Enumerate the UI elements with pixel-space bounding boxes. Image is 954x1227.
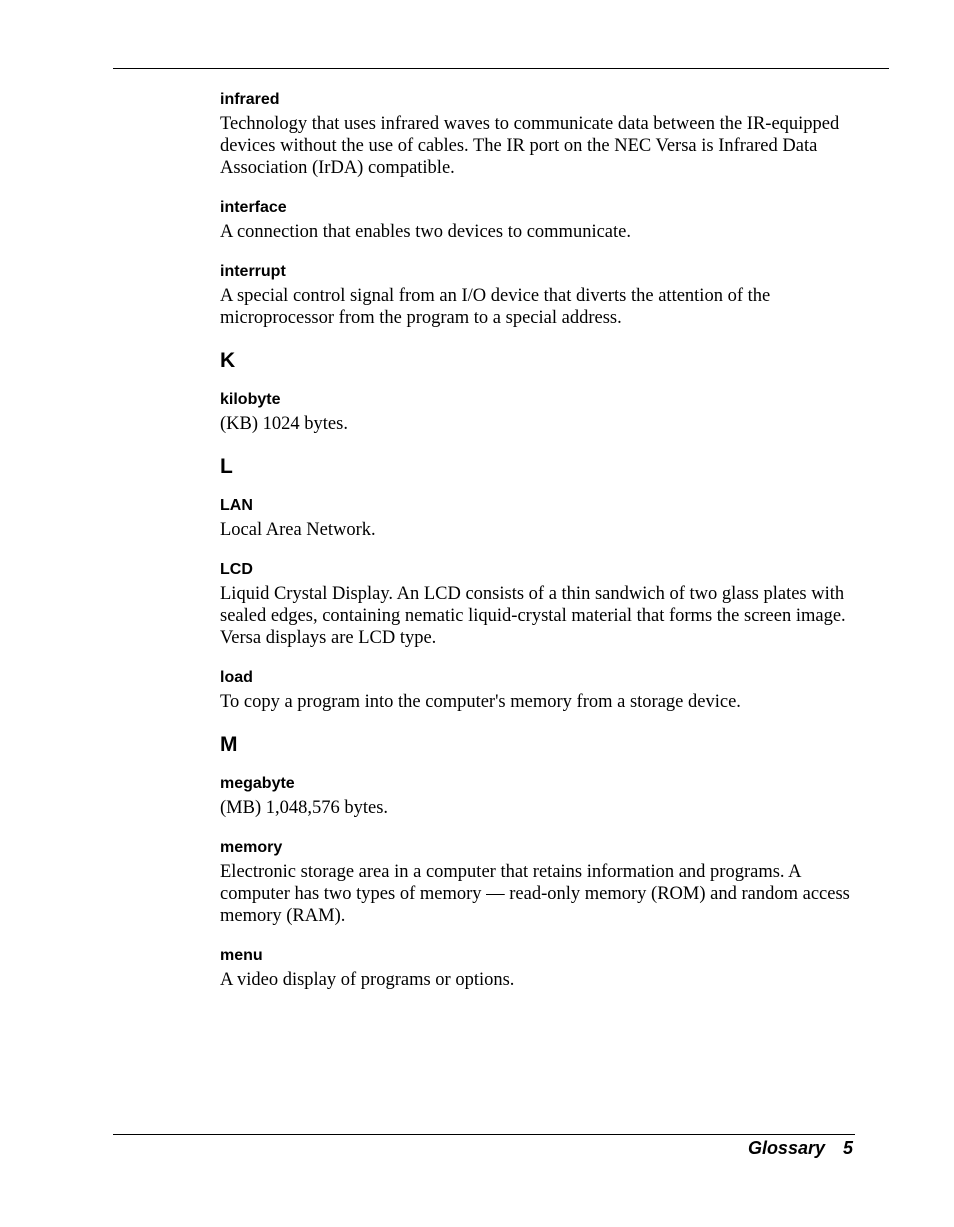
glossary-definition bbox=[220, 221, 880, 243]
footer-section-title: Glossary bbox=[747, 1138, 825, 1158]
glossary-definition bbox=[220, 113, 880, 179]
section-letter-heading: M bbox=[220, 733, 238, 756]
glossary-definition bbox=[220, 797, 880, 819]
definition-line: Liquid Crystal Display. An LCD consists of a thin sandwich of two glass plates with bbox=[220, 584, 845, 604]
definition-line: (MB) 1,048,576 bytes. bbox=[220, 798, 389, 818]
glossary-entry bbox=[220, 262, 880, 329]
definition-line: A video display of programs or options. bbox=[220, 970, 515, 990]
glossary-entry bbox=[220, 774, 880, 819]
glossary-definition bbox=[220, 861, 880, 927]
glossary-definition bbox=[220, 583, 880, 649]
glossary-term: load bbox=[220, 669, 253, 686]
glossary-entry bbox=[220, 90, 880, 179]
glossary-definition bbox=[220, 969, 880, 991]
definition-line: Association (IrDA) compatible. bbox=[220, 158, 455, 178]
glossary-entry bbox=[220, 560, 880, 649]
glossary-entry bbox=[220, 838, 880, 927]
definition-line: computer has two types of memory — read-only memory (ROM) and random access bbox=[220, 884, 850, 904]
definition-line: (KB) 1024 bytes. bbox=[220, 414, 348, 434]
page-number: 5 bbox=[842, 1138, 853, 1158]
glossary-content bbox=[220, 90, 880, 1010]
glossary-definition bbox=[220, 519, 880, 541]
glossary-term: LAN bbox=[220, 497, 253, 514]
glossary-entry bbox=[220, 668, 880, 713]
glossary-entry bbox=[220, 946, 880, 991]
page-footer bbox=[748, 1136, 853, 1160]
glossary-entry bbox=[220, 496, 880, 541]
definition-line: sealed edges, containing nematic liquid-crystal material that forms the screen image. bbox=[220, 606, 846, 626]
glossary-term: menu bbox=[220, 947, 263, 964]
definition-line: A connection that enables two devices to communicate. bbox=[220, 222, 631, 242]
definition-line: Versa displays are LCD type. bbox=[220, 628, 437, 648]
header-rule bbox=[113, 68, 889, 69]
definition-line: memory (RAM). bbox=[220, 906, 346, 926]
section-letter-heading: L bbox=[220, 455, 233, 478]
definition-line: microprocessor from the program to a special address. bbox=[220, 308, 622, 328]
glossary-definition bbox=[220, 413, 880, 435]
glossary-entry bbox=[220, 390, 880, 435]
footer-rule bbox=[113, 1134, 855, 1135]
glossary-definition bbox=[220, 285, 880, 329]
definition-line: To copy a program into the computer's memory from a storage device. bbox=[220, 692, 741, 712]
definition-line: Electronic storage area in a computer that retains information and programs. A bbox=[220, 862, 802, 882]
glossary-term: kilobyte bbox=[220, 391, 281, 408]
section-letter-heading: K bbox=[220, 349, 236, 372]
glossary-term: memory bbox=[220, 839, 283, 856]
glossary-term: interrupt bbox=[220, 263, 286, 280]
definition-line: devices without the use of cables. The IR port on the NEC Versa is Infrared Data bbox=[220, 136, 818, 156]
glossary-definition bbox=[220, 691, 880, 713]
glossary-term: interface bbox=[220, 199, 287, 216]
definition-line: Technology that uses infrared waves to communicate data between the IR-equipped bbox=[220, 114, 840, 134]
glossary-term: infrared bbox=[220, 91, 280, 108]
glossary-term: LCD bbox=[220, 561, 253, 578]
definition-line: A special control signal from an I/O device that diverts the attention of the bbox=[220, 286, 771, 306]
definition-line: Local Area Network. bbox=[220, 520, 376, 540]
glossary-term: megabyte bbox=[220, 775, 295, 792]
glossary-entry bbox=[220, 198, 880, 243]
